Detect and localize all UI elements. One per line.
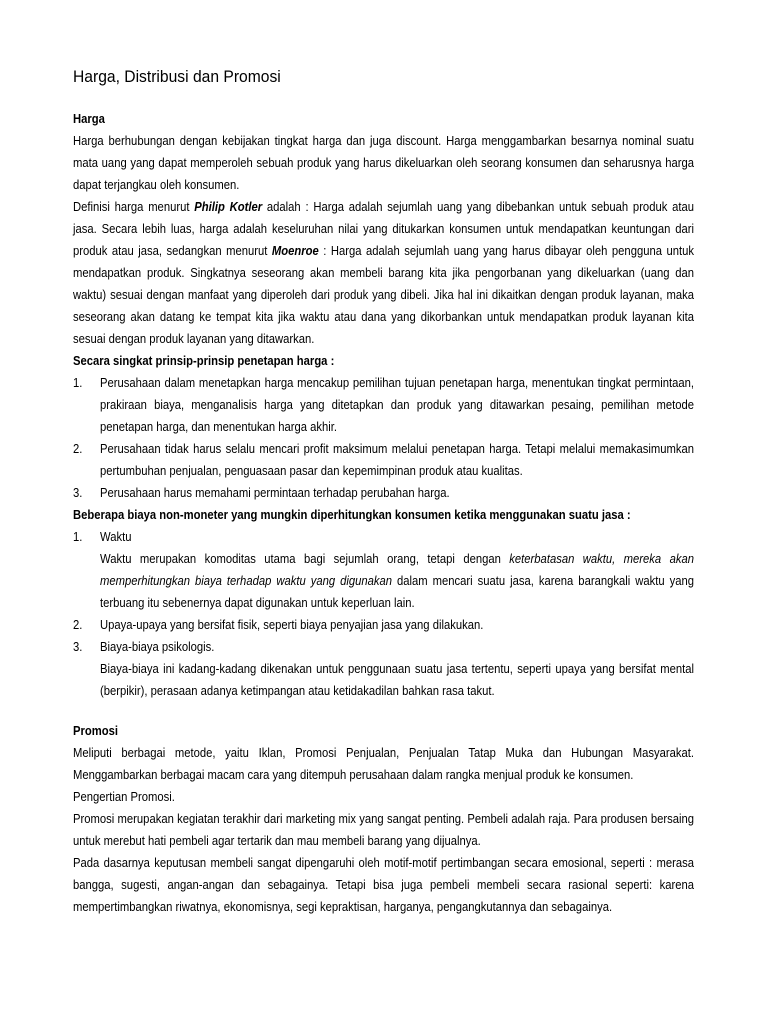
list-text: Perusahaan dalam menetapkan harga mencakup pemilihan tujuan penetapan harga, menentukan tingkat permintaan, prakiraan biaya, menganalisis harga yang ditetapkan dan produk yang ditawarkan pesaing, pemilihan metode penetapan harga, dan menentukan harga akhir.	[100, 376, 694, 434]
text-span: Waktu merupakan komoditas utama bagi sejumlah orang, tetapi dengan	[100, 552, 510, 566]
promosi-paragraph-4: Pada dasarnya keputusan membeli sangat dipengaruhi oleh motif-motif pertimbangan secara emosional, seperti : merasa bangga, sugesti, angan-angan dan sebagainya. Tetapi bisa juga pembeli membeli secara rasional seperti: karena mempertimbangkan riwatnya, ekonomisnya, segi kepraktisan, harganya, pengangkutannya dan sebagainya.	[73, 856, 694, 914]
promosi-heading: Promosi	[73, 724, 119, 738]
promosi-body	[73, 720, 694, 918]
list-text: Perusahaan harus memahami permintaan terhadap perubahan harga.	[100, 486, 450, 500]
list-number: 2.	[73, 618, 83, 632]
list-number: 1.	[73, 530, 83, 544]
promosi-paragraph-3: Promosi merupakan kegiatan terakhir dari marketing mix yang sangat penting. Pembeli adalah raja. Para produsen bersaing untuk merebut hati pembeli agar tertarik dan mau membeli barang yang dijualnya.	[73, 812, 694, 848]
list-number: 3.	[73, 640, 83, 654]
promosi-paragraph-1: Meliputi berbagai metode, yaitu Iklan, Promosi Penjualan, Penjualan Tatap Muka dan Hubungan Masyarakat. Menggambarkan berbagai macam cara yang ditempuh perusahaan dalam rangka menjual produk ke konsumen.	[73, 746, 694, 782]
text-span: dalam mencari suatu jasa, karena barangkali waktu yang terbuang itu sebenernya dapat digunakan untuk keperluan lain.	[100, 574, 694, 610]
list-text: Biaya-biaya psikologis.	[100, 640, 215, 654]
promosi-paragraph-2: Pengertian Promosi.	[73, 790, 175, 804]
list-item-description	[73, 548, 694, 614]
harga-section	[73, 108, 694, 702]
harga-paragraph-2	[73, 196, 694, 350]
list-number: 3.	[73, 486, 83, 500]
list-item	[73, 438, 694, 482]
harga-body	[73, 108, 694, 702]
promosi-section	[73, 720, 694, 918]
text-span: : Harga adalah sejumlah uang yang harus dibayar oleh pengguna untuk mendapatkan produk. Singkatnya seseorang akan membeli barang kita jika pengorbanan yang dikeluarkan (uang dan waktu) sesuai dengan manfaat yang diperoleh dari produk yang dibeli. Jika hal ini dikaitkan dengan produk layanan, maka seseorang akan datang ke tempat kita jika waktu atau dana yang dikorbankan untuk mendapatkan produk layanan kita sesuai dengan produk layanan yang ditawarkan.	[73, 244, 694, 346]
list-text: Upaya-upaya yang bersifat fisik, seperti biaya penyajian jasa yang dilakukan.	[100, 618, 484, 632]
italic-text: keterbatasan waktu, mereka akan memperhitungkan biaya terhadap waktu yang digunakan	[100, 552, 695, 588]
biaya-heading: Beberapa biaya non-moneter yang mungkin diperhitungkan konsumen ketika menggunakan suatu jasa :	[73, 508, 631, 522]
list-item	[73, 372, 694, 438]
list-text: Perusahaan tidak harus selalu mencari profit maksimum melalui penetapan harga. Tetapi melalui memakasimumkan pertumbuhan penjualan, penguasaan pasar dan kepemimpinan produk atau kualitas.	[100, 442, 694, 478]
prinsip-heading: Secara singkat prinsip-prinsip penetapan harga :	[73, 354, 335, 368]
list-text: Waktu	[100, 530, 132, 544]
list-item	[73, 614, 694, 636]
text-span: Definisi harga menurut	[73, 200, 195, 214]
harga-paragraph-1: Harga berhubungan dengan kebijakan tingkat harga dan juga discount. Harga menggambarkan besarnya nominal suatu mata uang yang dapat memperoleh sebuah produk yang harus dikeluarkan oleh seorang konsumen dan seharusnya harga dapat terjangkau oleh konsumen.	[73, 134, 694, 192]
list-number: 2.	[73, 442, 83, 456]
kotler-name: Philip Kotler	[194, 200, 263, 214]
list-item	[73, 482, 694, 504]
list-item-description: Biaya-biaya ini kadang-kadang dikenakan untuk penggunaan suatu jasa tertentu, seperti upaya yang bersifat mental (berpikir), perasaan adanya ketimpangan atau ketidakadilan bahkan rasa takut.	[100, 662, 694, 698]
list-item	[73, 636, 694, 658]
text-span: adalah : Harga adalah sejumlah uang yang dibebankan untuk sebuah produk atau jasa. Secara lebih luas, harga adalah keseluruhan nilai yang ditukarkan konsumen untuk mendapatkan keuntungan dari produk atau jasa, sedangkan menurut	[73, 200, 694, 258]
document-title: Harga, Distribusi dan Promosi	[73, 67, 281, 86]
list-item	[73, 526, 694, 548]
list-number: 1.	[73, 376, 83, 390]
harga-heading: Harga	[73, 112, 105, 126]
moenroe-name: Moenroe	[271, 244, 319, 258]
